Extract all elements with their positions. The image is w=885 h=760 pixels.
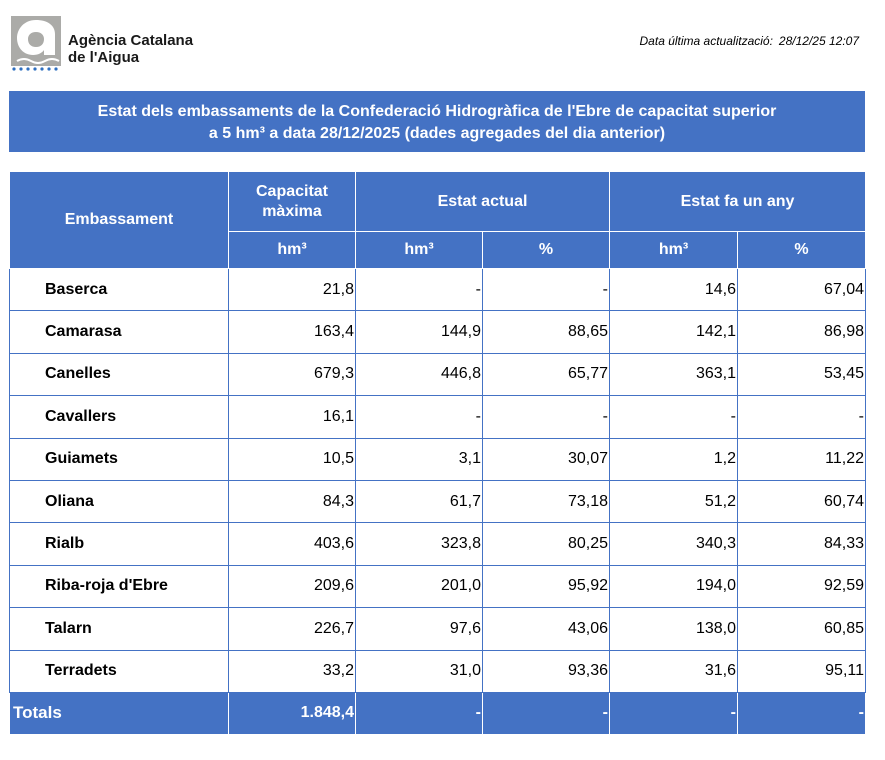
capacity-cell: 679,3	[229, 353, 356, 395]
capacity-cell: 84,3	[229, 480, 356, 522]
current-pct-cell: 73,18	[483, 480, 610, 522]
year-ago-pct-cell: 84,33	[738, 523, 866, 565]
current-pct-cell: 93,36	[483, 650, 610, 692]
year-ago-hm3-cell: 31,6	[610, 650, 738, 692]
totals-year-ago-pct-cell: -	[738, 692, 866, 734]
header-capacity	[229, 172, 356, 232]
current-pct-cell: 95,92	[483, 565, 610, 607]
table-row	[10, 650, 866, 692]
table-row	[10, 311, 866, 353]
table-row	[10, 608, 866, 650]
year-ago-hm3-cell: 194,0	[610, 565, 738, 607]
title-line-2: a 5 hm³ a data 28/12/2025 (dades agregades del dia anterior)	[208, 125, 666, 142]
current-pct-cell: 30,07	[483, 438, 610, 480]
year-ago-hm3-cell: 340,3	[610, 523, 738, 565]
current-hm3-cell: -	[356, 269, 483, 311]
totals-label: Totals	[10, 692, 229, 734]
last-updated	[640, 34, 859, 48]
year-ago-hm3-cell: 14,6	[610, 269, 738, 311]
reservoir-name: Baserca	[10, 269, 229, 311]
current-hm3-cell: -	[356, 396, 483, 438]
header-unit-year-ago-pct: %	[738, 232, 866, 269]
table-row	[10, 480, 866, 522]
header-unit-current-pct: %	[483, 232, 610, 269]
reservoir-name: Rialb	[10, 523, 229, 565]
year-ago-pct-cell: 60,74	[738, 480, 866, 522]
year-ago-hm3-cell: 51,2	[610, 480, 738, 522]
table-row	[10, 353, 866, 395]
reservoir-table	[9, 171, 866, 735]
reservoir-name: Oliana	[10, 480, 229, 522]
reservoir-name: Cavallers	[10, 396, 229, 438]
header-capacity-line-1: Capacitat	[255, 182, 329, 200]
page-title	[9, 91, 865, 152]
capacity-cell: 403,6	[229, 523, 356, 565]
table-row	[10, 438, 866, 480]
title-line-1: Estat dels embassaments de la Confederació Hidrogràfica de l'Ebre de capacitat superior	[97, 103, 777, 120]
header-reservoir: Embassament	[10, 172, 229, 269]
current-pct-cell: -	[483, 269, 610, 311]
reservoir-name: Riba-roja d'Ebre	[10, 565, 229, 607]
current-hm3-cell: 3,1	[356, 438, 483, 480]
year-ago-hm3-cell: 138,0	[610, 608, 738, 650]
last-updated-label: Data última actualització:	[639, 34, 773, 48]
reservoir-name: Canelles	[10, 353, 229, 395]
year-ago-pct-cell: 95,11	[738, 650, 866, 692]
current-pct-cell: 88,65	[483, 311, 610, 353]
capacity-cell: 163,4	[229, 311, 356, 353]
year-ago-pct-cell: 86,98	[738, 311, 866, 353]
year-ago-hm3-cell: 1,2	[610, 438, 738, 480]
totals-current-hm3-cell: -	[356, 692, 483, 734]
capacity-cell: 10,5	[229, 438, 356, 480]
reservoir-name: Guiamets	[10, 438, 229, 480]
brand-name	[68, 32, 193, 66]
year-ago-hm3-cell: -	[610, 396, 738, 438]
current-hm3-cell: 446,8	[356, 353, 483, 395]
capacity-cell: 226,7	[229, 608, 356, 650]
capacity-cell: 209,6	[229, 565, 356, 607]
current-hm3-cell: 31,0	[356, 650, 483, 692]
current-hm3-cell: 61,7	[356, 480, 483, 522]
current-pct-cell: 65,77	[483, 353, 610, 395]
totals-row	[10, 692, 866, 734]
last-updated-value: 28/12/25 12:07	[778, 34, 859, 48]
current-hm3-cell: 97,6	[356, 608, 483, 650]
reservoir-name: Camarasa	[10, 311, 229, 353]
header-unit-current-hm3: hm³	[356, 232, 483, 269]
header-unit-year-ago-hm3: hm³	[610, 232, 738, 269]
capacity-cell: 16,1	[229, 396, 356, 438]
totals-year-ago-hm3-cell: -	[610, 692, 738, 734]
year-ago-pct-cell: 53,45	[738, 353, 866, 395]
totals-capacity-cell: 1.848,4	[229, 692, 356, 734]
year-ago-pct-cell: 60,85	[738, 608, 866, 650]
brand-line-1: Agència Catalana	[68, 32, 194, 49]
year-ago-pct-cell: 92,59	[738, 565, 866, 607]
year-ago-pct-cell: 67,04	[738, 269, 866, 311]
current-hm3-cell: 323,8	[356, 523, 483, 565]
brand-line-2: de l'Aigua	[68, 49, 140, 66]
table-row	[10, 565, 866, 607]
table-row	[10, 396, 866, 438]
current-hm3-cell: 144,9	[356, 311, 483, 353]
header-year-ago-state: Estat fa un any	[610, 172, 866, 232]
reservoir-name: Talarn	[10, 608, 229, 650]
logo-dots-icon	[11, 66, 63, 72]
year-ago-pct-cell: 11,22	[738, 438, 866, 480]
aca-logo-icon	[11, 16, 61, 66]
capacity-cell: 21,8	[229, 269, 356, 311]
year-ago-hm3-cell: 142,1	[610, 311, 738, 353]
header-current-state: Estat actual	[356, 172, 610, 232]
current-pct-cell: -	[483, 396, 610, 438]
current-pct-cell: 43,06	[483, 608, 610, 650]
capacity-cell: 33,2	[229, 650, 356, 692]
year-ago-hm3-cell: 363,1	[610, 353, 738, 395]
table-row	[10, 523, 866, 565]
reservoir-name: Terradets	[10, 650, 229, 692]
header-unit-capacity: hm³	[229, 232, 356, 269]
header-capacity-line-2: màxima	[262, 202, 322, 220]
current-hm3-cell: 201,0	[356, 565, 483, 607]
totals-current-pct-cell: -	[483, 692, 610, 734]
table-row	[10, 269, 866, 311]
current-pct-cell: 80,25	[483, 523, 610, 565]
year-ago-pct-cell: -	[738, 396, 866, 438]
